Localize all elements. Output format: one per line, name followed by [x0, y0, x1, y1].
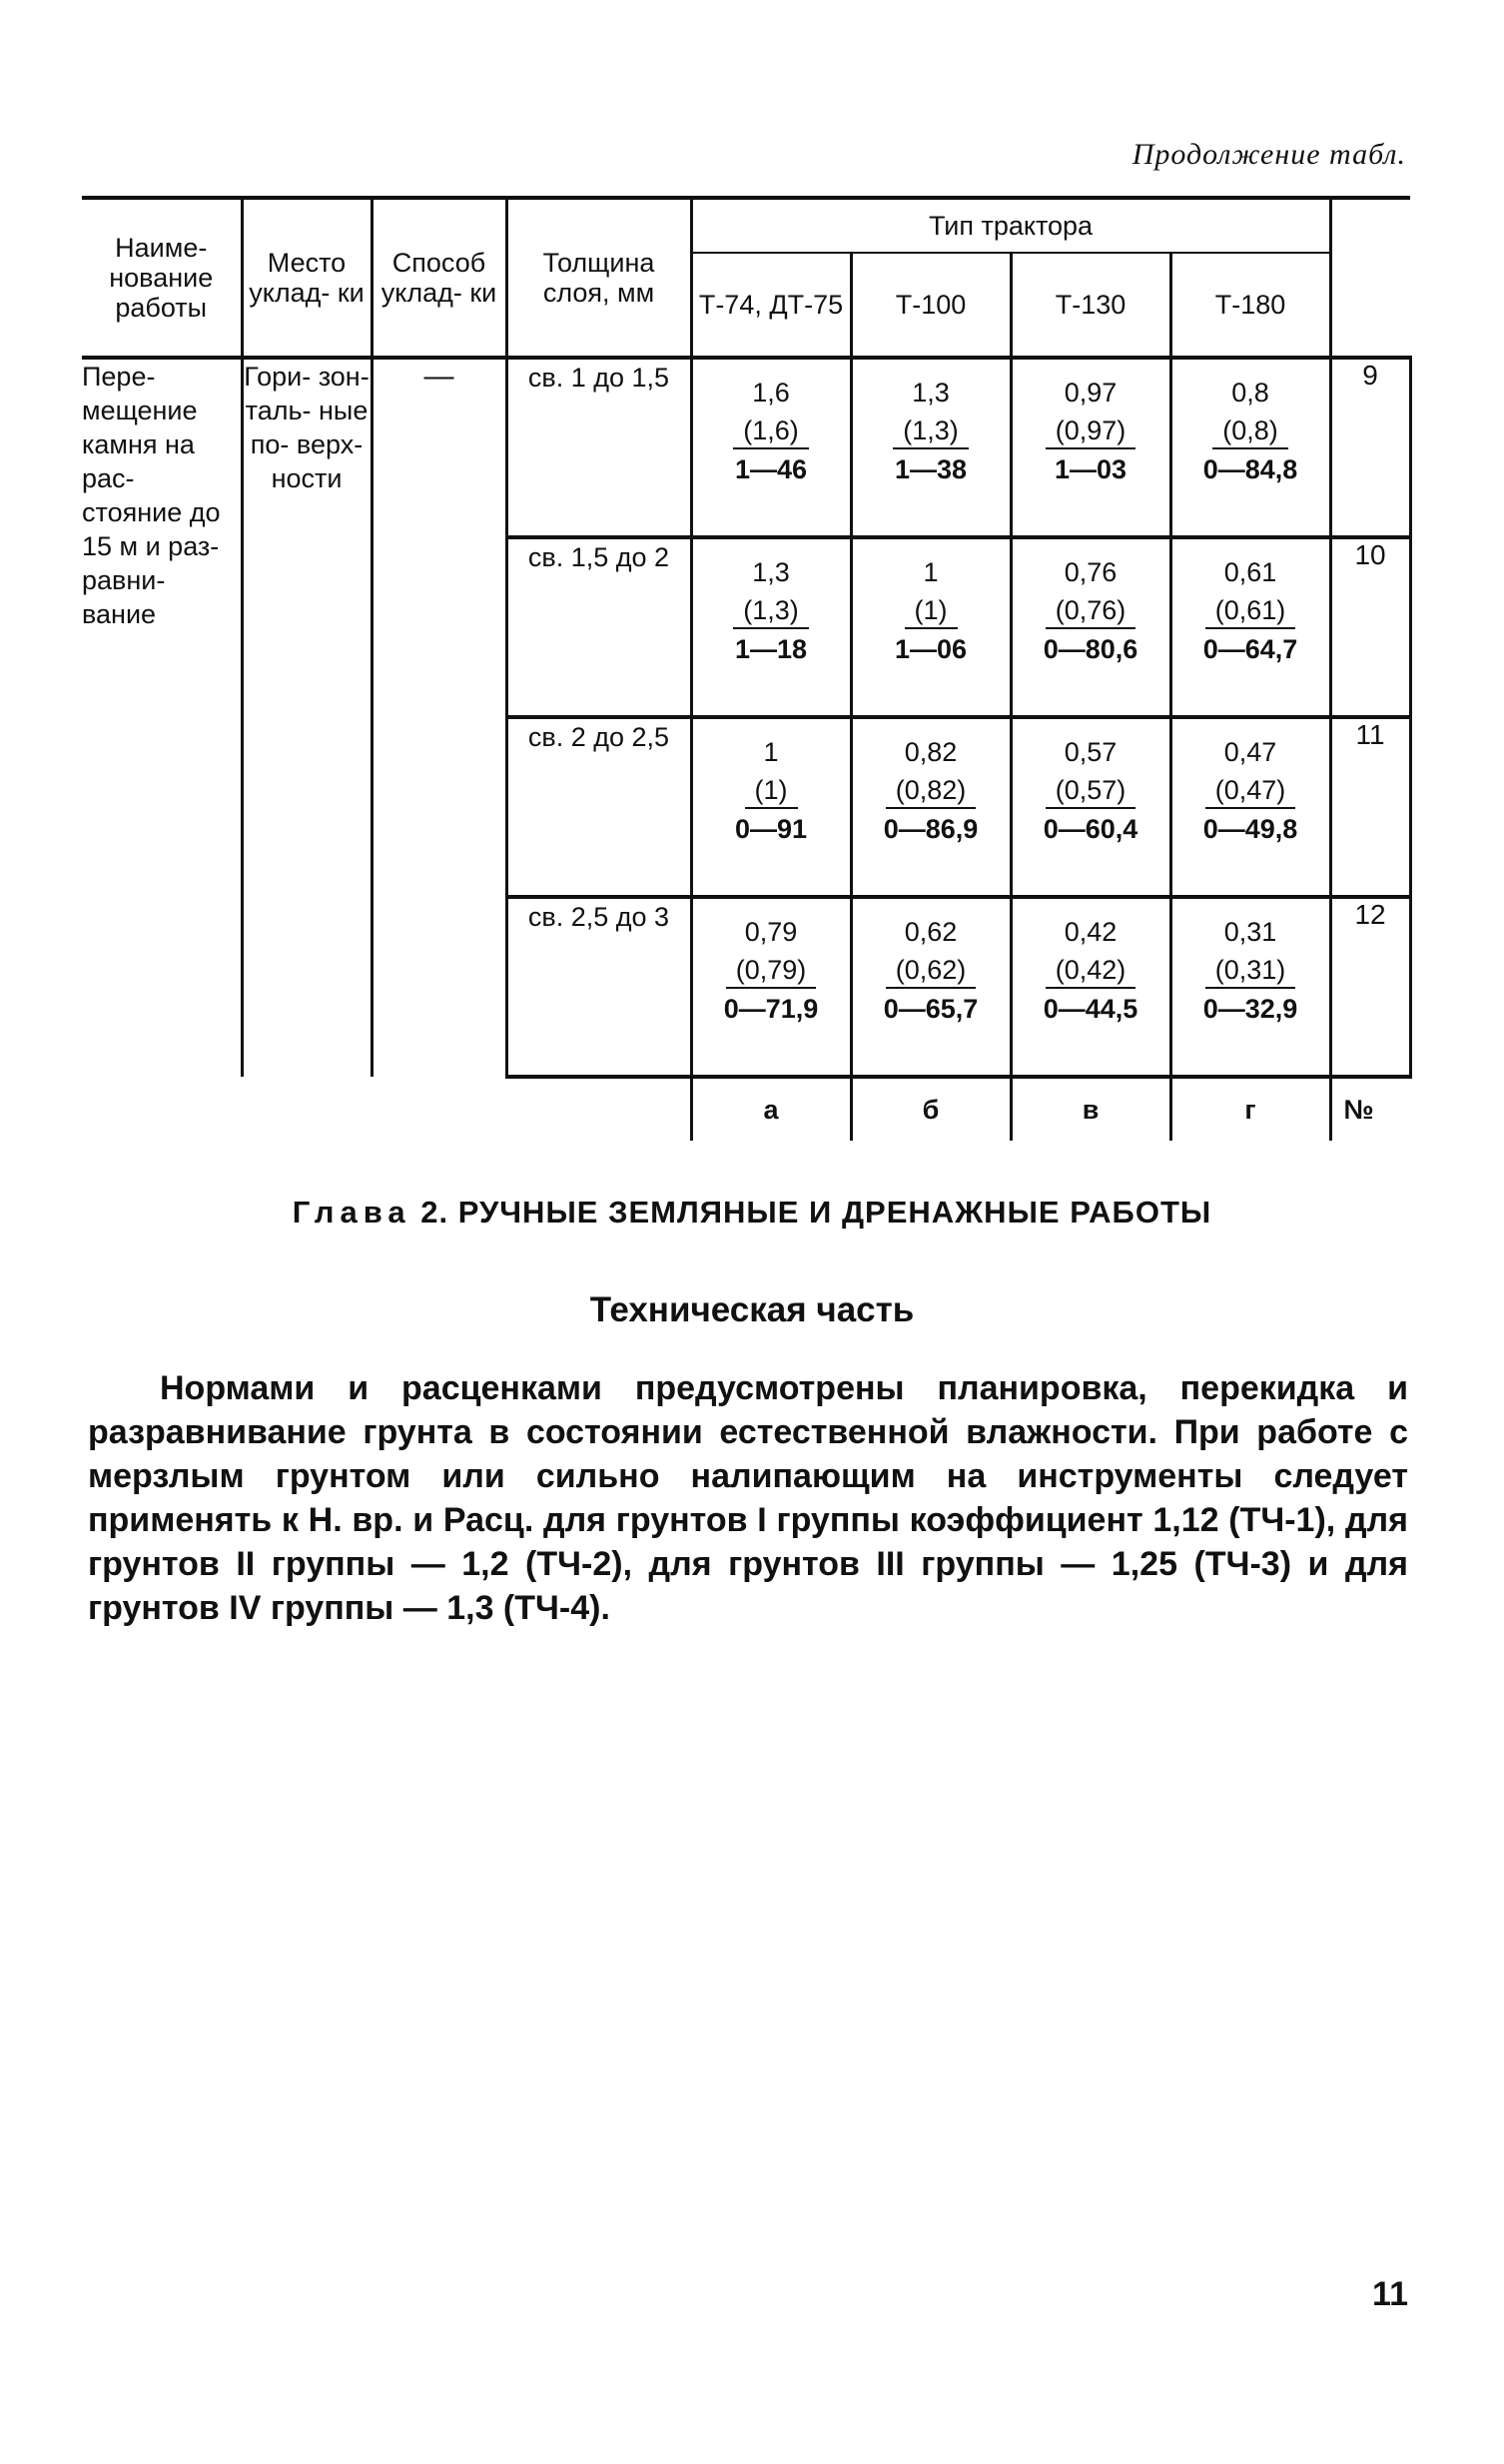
chapter-heading — [0, 1195, 1504, 1231]
norm-time-value: 0,79 — [744, 917, 798, 947]
price-value: 0—32,9 — [1202, 994, 1298, 1024]
norm-cell — [851, 358, 1011, 537]
table-row — [82, 358, 1410, 537]
header-num-blank — [1330, 198, 1410, 253]
laying-method: — — [372, 358, 506, 1077]
norm-values — [853, 899, 1010, 1029]
norm-time-parenthesized: (1,6) — [733, 413, 809, 449]
header-place: Место уклад- ки — [242, 198, 372, 358]
norm-cell — [691, 537, 851, 717]
column-letter: г — [1170, 1077, 1330, 1141]
norm-time-value: 0,42 — [1064, 917, 1118, 947]
price-value: 0—49,8 — [1202, 814, 1298, 844]
header-thickness: Толщина слоя, мм — [506, 198, 691, 358]
layer-thickness: св. 2,5 до 3 — [506, 897, 691, 1077]
row-number: 9 — [1330, 358, 1410, 537]
price-value: 1—38 — [894, 454, 968, 484]
price-value: 1—03 — [1054, 454, 1128, 484]
norms-table — [82, 196, 1412, 1141]
norm-cell — [1170, 358, 1330, 537]
norm-time-parenthesized: (0,76) — [1046, 593, 1136, 629]
work-name: Пере- мещение камня на рас- стояние до 15 м и раз- равни- вание — [82, 358, 242, 1077]
chapter-title: 2. РУЧНЫЕ ЗЕМЛЯНЫЕ И ДРЕНАЖНЫЕ РАБОТЫ — [420, 1195, 1212, 1230]
header-tractor-3: Т-130 — [1011, 253, 1170, 358]
norm-cell — [1011, 358, 1170, 537]
norm-values — [1172, 539, 1329, 669]
price-value: 0—86,9 — [883, 814, 979, 844]
price-value: 0—60,4 — [1043, 814, 1138, 844]
norm-time-value: 0,61 — [1223, 557, 1277, 587]
norm-cell — [691, 717, 851, 897]
norm-time-parenthesized: (0,79) — [726, 953, 817, 989]
header-tractor-1: Т-74, ДТ-75 — [691, 253, 851, 358]
column-letter: в — [1011, 1077, 1170, 1141]
norm-cell — [851, 897, 1011, 1077]
price-value: 0—71,9 — [723, 994, 819, 1024]
norm-time-value: 1 — [923, 557, 939, 587]
norm-time-value: 0,8 — [1231, 378, 1269, 408]
norm-time-parenthesized: (1,3) — [893, 413, 969, 449]
norm-time-value: 0,62 — [904, 917, 958, 947]
norm-time-parenthesized: (0,97) — [1046, 413, 1136, 449]
norm-cell — [1011, 717, 1170, 897]
norm-cell — [1170, 537, 1330, 717]
header-work: Наиме- нование работы — [82, 198, 242, 358]
norm-values — [693, 360, 850, 489]
section-title: Техническая часть — [589, 1290, 915, 1329]
price-value: 0—64,7 — [1202, 634, 1298, 664]
price-value: 0—80,6 — [1043, 634, 1138, 664]
norm-cell — [1011, 897, 1170, 1077]
norm-time-value: 1,6 — [752, 378, 790, 408]
layer-thickness: св. 1,5 до 2 — [506, 537, 691, 717]
row-number: 12 — [1330, 897, 1410, 1077]
norm-values — [1172, 899, 1329, 1029]
header-num — [1330, 253, 1410, 358]
norm-time-value: 0,97 — [1064, 378, 1118, 408]
header-tractor-2: Т-100 — [851, 253, 1011, 358]
norm-values — [1013, 899, 1169, 1029]
column-letter: а — [691, 1077, 851, 1141]
norm-time-parenthesized: (0,61) — [1205, 593, 1296, 629]
header-tractor-4: Т-180 — [1170, 253, 1330, 358]
norm-time-parenthesized: (0,62) — [886, 953, 977, 989]
norm-time-value: 0,82 — [904, 737, 958, 767]
norm-values — [693, 539, 850, 669]
layer-thickness: св. 1 до 1,5 — [506, 358, 691, 537]
norm-cell — [851, 537, 1011, 717]
norm-cell — [691, 358, 851, 537]
column-letter: б — [851, 1077, 1011, 1141]
norm-time-parenthesized: (1,3) — [733, 593, 809, 629]
price-value: 1—06 — [894, 634, 968, 664]
norm-cell — [1011, 537, 1170, 717]
norm-time-parenthesized: (1) — [745, 773, 798, 809]
price-value: 1—46 — [734, 454, 808, 484]
norm-values — [1013, 360, 1169, 489]
norm-time-parenthesized: (0,57) — [1046, 773, 1136, 809]
price-value: 0—65,7 — [883, 994, 979, 1024]
norm-time-value: 0,76 — [1064, 557, 1118, 587]
row-number: 11 — [1330, 717, 1410, 897]
header-method: Способ уклад- ки — [372, 198, 506, 358]
price-value: 1—18 — [734, 634, 808, 664]
norm-time-parenthesized: (0,82) — [886, 773, 977, 809]
continuation-note: Продолжение табл. — [1131, 138, 1406, 171]
norm-values — [1013, 719, 1169, 849]
norm-time-value: 0,57 — [1064, 737, 1118, 767]
layer-thickness: св. 2 до 2,5 — [506, 717, 691, 897]
price-value: 0—84,8 — [1202, 454, 1298, 484]
norm-time-parenthesized: (0,8) — [1212, 413, 1288, 449]
norm-values — [1172, 719, 1329, 849]
column-letters-row — [82, 1077, 1410, 1141]
price-value: 0—44,5 — [1043, 994, 1138, 1024]
chapter-prefix: Глава — [292, 1195, 411, 1230]
norm-cell — [851, 717, 1011, 897]
norm-cell — [691, 897, 851, 1077]
norm-values — [853, 360, 1010, 489]
norm-values — [853, 539, 1010, 669]
norm-cell — [1170, 717, 1330, 897]
price-value: 0—91 — [734, 814, 808, 844]
norm-time-parenthesized: (1) — [905, 593, 958, 629]
row-number: 10 — [1330, 537, 1410, 717]
norm-time-value: 1,3 — [752, 557, 790, 587]
number-sign: № — [1330, 1077, 1410, 1141]
norm-values — [1172, 360, 1329, 489]
norm-time-parenthesized: (0,31) — [1205, 953, 1296, 989]
norm-time-value: 0,31 — [1223, 917, 1277, 947]
page-number: 11 — [1372, 2275, 1408, 2313]
norm-time-parenthesized: (0,47) — [1205, 773, 1296, 809]
letters-blank — [82, 1077, 691, 1141]
norm-values — [693, 719, 850, 849]
header-tractor-type: Тип трактора — [691, 198, 1330, 253]
norm-time-parenthesized: (0,42) — [1046, 953, 1136, 989]
norm-values — [693, 899, 850, 1029]
norm-time-value: 0,47 — [1223, 737, 1277, 767]
norm-time-value: 1,3 — [912, 378, 950, 408]
norm-cell — [1170, 897, 1330, 1077]
norm-time-value: 1 — [763, 737, 779, 767]
body-paragraph: Нормами и расценками предусмотрены планировка, перекидка и разравнивание грунта в состоянии естественной влажности. При работе с мерзлым грунтом или сильно налипающим на инструменты следует применять к Н. вр. и Расц. для грунтов I группы коэффициент 1,12 (ТЧ-1), для грунтов II группы — 1,2 (ТЧ-2), для грунтов III группы — 1,25 (ТЧ-3) и для грунтов IV группы — 1,3 (ТЧ-4). — [88, 1369, 1408, 1627]
norm-values — [1013, 539, 1169, 669]
laying-place: Гори- зон- таль- ные по- верх- ности — [242, 358, 372, 1077]
norm-values — [853, 719, 1010, 849]
